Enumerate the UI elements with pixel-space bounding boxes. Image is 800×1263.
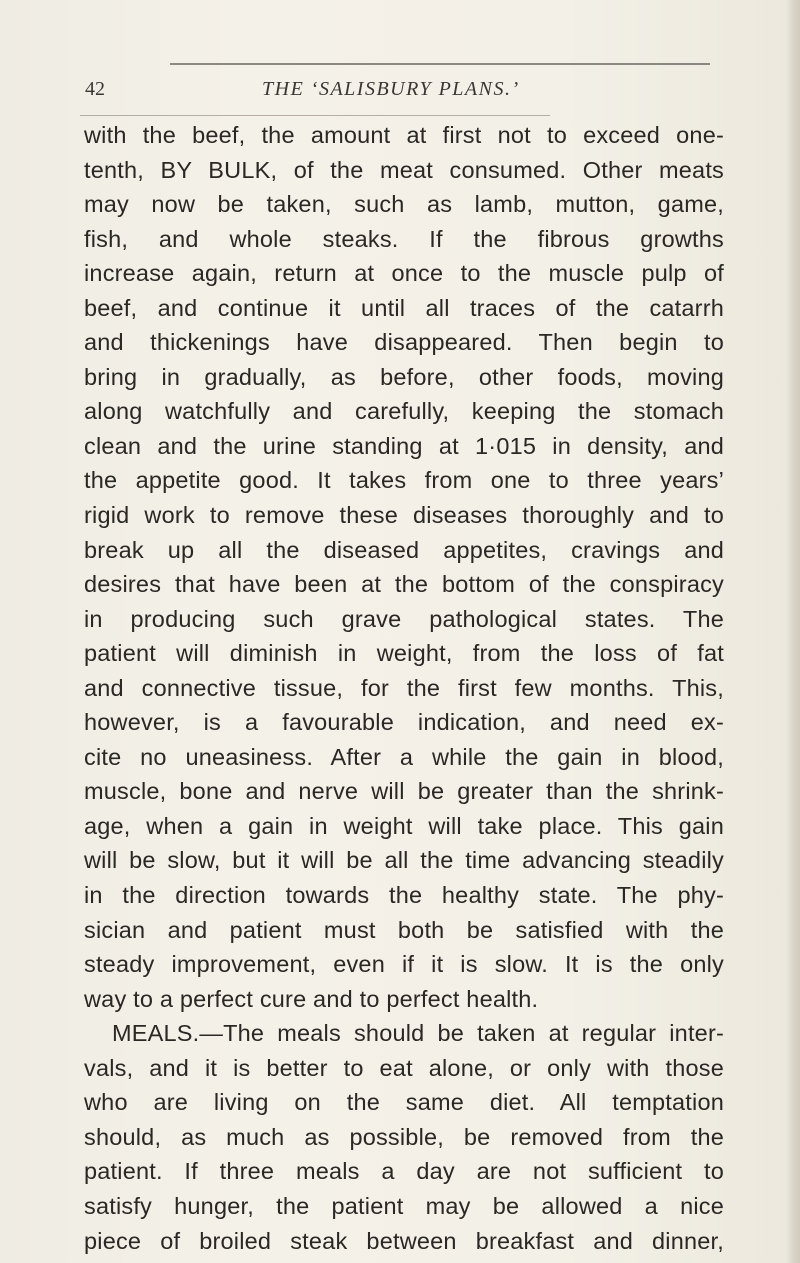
- text-line: age, when a gain in weight will take place. This gain: [84, 812, 724, 839]
- text-line: the appetite good. It takes from one to three years’: [84, 467, 724, 494]
- text-line: bring in gradually, as before, other foods, moving: [84, 363, 724, 390]
- text-line: in producing such grave pathological states. The: [84, 605, 724, 632]
- text-line: and connective tissue, for the first few months. This,: [84, 674, 724, 701]
- text-line: muscle, bone and nerve will be greater than the shrink-: [84, 778, 724, 805]
- text-line: along watchfully and carefully, keeping the stomach: [84, 398, 724, 425]
- text-line: sician and patient must both be satisfied with the: [84, 916, 724, 943]
- text-line: break up all the diseased appetites, cravings and: [84, 536, 724, 563]
- text-line: steady improvement, even if it is slow. It is the only: [84, 951, 724, 978]
- page-edge-shadow: [786, 0, 800, 1263]
- text-line: fish, and whole steaks. If the fibrous growths: [84, 225, 724, 252]
- section-heading-line: MEALS.—The meals should be taken at regular inter-: [112, 1020, 724, 1047]
- text-line: patient will diminish in weight, from the loss of fat: [84, 640, 724, 667]
- header-rule: [80, 115, 550, 116]
- text-line: tenth, BY BULK, of the meat consumed. Other meats: [84, 156, 724, 183]
- text-line: piece of broiled steak between breakfast and dinner,: [84, 1227, 724, 1254]
- text-line: should, as much as possible, be removed from the: [84, 1123, 724, 1150]
- text-line: clean and the urine standing at 1·015 in density, and: [84, 432, 724, 459]
- text-line: who are living on the same diet. All temptation: [84, 1089, 724, 1116]
- text-line: will be slow, but it will be all the time advancing steadily: [84, 847, 724, 874]
- text-line: desires that have been at the bottom of the conspiracy: [84, 571, 724, 598]
- text-line: in the direction towards the healthy state. The phy-: [84, 882, 724, 909]
- text-line: beef, and continue it until all traces of the catarrh: [84, 294, 724, 321]
- text-line: satisfy hunger, the patient may be allowed a nice: [84, 1192, 724, 1219]
- body-text: [84, 118, 724, 1258]
- page-number: 42: [85, 78, 105, 100]
- text-line: rigid work to remove these diseases thoroughly and to: [84, 502, 724, 529]
- text-line: may now be taken, such as lamb, mutton, game,: [84, 191, 724, 218]
- page-header: [0, 74, 800, 114]
- text-line: way to a perfect cure and to perfect health.: [84, 985, 539, 1012]
- text-line: and thickenings have disappeared. Then begin to: [84, 329, 724, 356]
- text-line: patient. If three meals a day are not sufficient to: [84, 1158, 724, 1185]
- text-line: vals, and it is better to eat alone, or only with those: [84, 1054, 724, 1081]
- running-title: THE ‘SALISBURY PLANS.’: [262, 78, 520, 100]
- text-line: increase again, return at once to the muscle pulp of: [84, 260, 724, 287]
- top-rule: [170, 63, 710, 65]
- text-line: with the beef, the amount at first not to exceed one-: [84, 122, 724, 148]
- text-line: cite no uneasiness. After a while the gain in blood,: [84, 743, 724, 770]
- text-line: however, is a favourable indication, and need ex-: [84, 709, 724, 736]
